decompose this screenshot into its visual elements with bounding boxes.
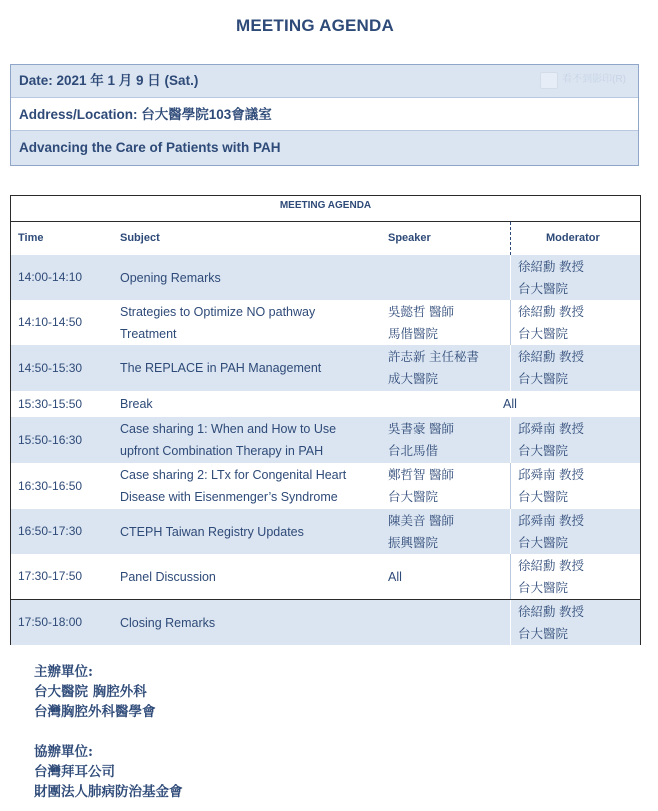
table-row	[11, 300, 640, 345]
speaker-cell	[388, 510, 508, 554]
speaker-cell-line: 許志新 主任秘書	[388, 350, 479, 364]
moderator-cell	[518, 346, 638, 390]
speaker-cell	[388, 566, 508, 588]
subject-cell-line: Treatment	[120, 327, 177, 341]
speaker-cell-line: 台北馬偕	[388, 444, 439, 458]
moderator-cell-line: 台大醫院	[518, 581, 569, 595]
table-row	[11, 554, 640, 599]
co-host-org-1: 台灣拜耳公司	[34, 764, 115, 780]
column-header-moderator: Moderator	[546, 232, 600, 244]
moderator-cell	[518, 301, 638, 345]
subject-cell-line: Disease with Eisenmenger’s Syndrome	[120, 490, 338, 504]
page-title: MEETING AGENDA	[235, 16, 394, 35]
table-row	[11, 255, 640, 300]
moderator-divider	[510, 300, 511, 345]
time-cell: 15:30-15:50	[18, 397, 83, 411]
table-row	[11, 463, 640, 509]
subject-cell-line: Closing Remarks	[120, 616, 216, 630]
time-cell: 16:30-16:50	[18, 479, 83, 493]
address-text: Address/Location: 台大醫學院103會議室	[19, 107, 272, 122]
time-cell: 15:50-16:30	[18, 433, 83, 447]
moderator-cell-line: 邱舜南 教授	[518, 468, 584, 482]
moderator-cell	[518, 601, 638, 645]
speaker-cell-line: 成大醫院	[388, 372, 439, 386]
faded-print-label: 看不到影印(R)	[562, 74, 626, 85]
moderator-divider	[510, 509, 511, 554]
moderator-cell-line: 台大醫院	[518, 627, 569, 641]
speaker-cell	[388, 418, 508, 462]
subject-cell-line: Strategies to Optimize NO pathway	[120, 305, 316, 319]
time-cell: 14:00-14:10	[18, 270, 83, 284]
moderator-divider	[510, 600, 511, 645]
column-divider	[510, 222, 511, 255]
moderator-cell	[518, 256, 638, 300]
subject-cell	[120, 418, 385, 462]
theme-row	[11, 131, 638, 165]
date-text: Date: 2021 年 1 月 9 日 (Sat.)	[19, 73, 199, 88]
table-row	[11, 509, 640, 554]
meeting-info-box	[10, 64, 639, 166]
subject-cell	[120, 301, 385, 345]
time-cell: 16:50-17:30	[18, 524, 83, 538]
moderator-cell-line: 邱舜南 教授	[518, 514, 584, 528]
moderator-cell-line: 台大醫院	[518, 327, 569, 341]
speaker-cell-line: 馬偕醫院	[388, 327, 439, 341]
subject-cell-line: Break	[120, 397, 153, 411]
moderator-cell-line: 徐紹勳 教授	[518, 559, 584, 573]
speaker-cell-line: 振興醫院	[388, 536, 439, 550]
table-row	[11, 345, 640, 391]
moderator-cell-line: 徐紹勳 教授	[518, 260, 584, 274]
host-org-1: 台大醫院 胸腔外科	[34, 684, 147, 700]
subject-cell	[120, 521, 385, 543]
time-cell: 14:50-15:30	[18, 361, 83, 375]
moderator-cell-line: 徐紹勳 教授	[518, 350, 584, 364]
moderator-cell-line: 邱舜南 教授	[518, 422, 584, 436]
date-row	[11, 65, 638, 97]
table-row	[11, 599, 640, 645]
moderator-cell-line: 台大醫院	[518, 372, 569, 386]
subject-cell-line: Panel Discussion	[120, 570, 216, 584]
moderator-cell-line: 台大醫院	[518, 282, 569, 296]
agenda-heading: MEETING AGENDA	[11, 196, 640, 222]
moderator-divider	[510, 554, 511, 599]
speaker-cell-line: 陳美音 醫師	[388, 514, 454, 528]
faded-print-button[interactable]	[540, 70, 626, 90]
moderator-cell-line: 台大醫院	[518, 444, 569, 458]
subject-cell-line: The REPLACE in PAH Management	[120, 361, 322, 375]
moderator-cell-line: 徐紹勳 教授	[518, 305, 584, 319]
column-header-subject: Subject	[120, 232, 160, 244]
subject-cell	[120, 612, 385, 634]
subject-cell-line: upfront Combination Therapy in PAH	[120, 444, 324, 458]
agenda-table	[10, 195, 641, 645]
speaker-cell-line: All	[388, 570, 402, 584]
moderator-cell	[518, 510, 638, 554]
subject-cell	[120, 393, 385, 415]
moderator-divider	[510, 417, 511, 463]
table-row	[11, 391, 640, 417]
moderator-cell	[518, 555, 638, 599]
table-row	[11, 417, 640, 463]
printer-icon	[540, 72, 558, 89]
speaker-cell-line: 鄭哲智 醫師	[388, 468, 454, 482]
moderator-divider	[510, 345, 511, 391]
subject-cell-line: Opening Remarks	[120, 271, 221, 285]
time-cell: 17:50-18:00	[18, 615, 83, 629]
moderator-cell-line: 台大醫院	[518, 490, 569, 504]
time-cell: 17:30-17:50	[18, 569, 83, 583]
subject-cell-line: CTEPH Taiwan Registry Updates	[120, 525, 304, 539]
subject-cell	[120, 566, 385, 588]
moderator-cell	[518, 464, 638, 508]
co-host-label: 協辦單位:	[34, 744, 93, 760]
host-org-2: 台灣胸腔外科醫學會	[34, 704, 156, 720]
time-cell: 14:10-14:50	[18, 315, 83, 329]
speaker-cell	[388, 464, 508, 508]
subject-cell	[120, 464, 385, 508]
address-row	[11, 97, 638, 131]
subject-cell	[120, 267, 385, 289]
speaker-cell	[388, 346, 508, 390]
column-header-time: Time	[18, 232, 44, 244]
speaker-cell-line: 吳懿哲 醫師	[388, 305, 454, 319]
moderator-cell	[518, 418, 638, 462]
co-host-org-2: 財團法人肺病防治基金會	[34, 784, 183, 800]
subject-cell-line: Case sharing 1: When and How to Use	[120, 422, 337, 436]
moderator-divider	[510, 463, 511, 509]
moderator-divider	[510, 255, 511, 300]
speaker-cell	[388, 301, 508, 345]
moderator-cell-line: 台大醫院	[518, 536, 569, 550]
break-all-cell: All	[503, 397, 517, 411]
subject-cell-line: Case sharing 2: LTx for Congenital Heart	[120, 468, 347, 482]
subject-cell	[120, 357, 385, 379]
speaker-cell-line: 台大醫院	[388, 490, 439, 504]
host-label: 主辦單位:	[34, 664, 93, 680]
theme-text: Advancing the Care of Patients with PAH	[19, 140, 281, 155]
moderator-cell-line: 徐紹勳 教授	[518, 605, 584, 619]
speaker-cell-line: 吳書豪 醫師	[388, 422, 454, 436]
column-header-speaker: Speaker	[388, 232, 431, 244]
